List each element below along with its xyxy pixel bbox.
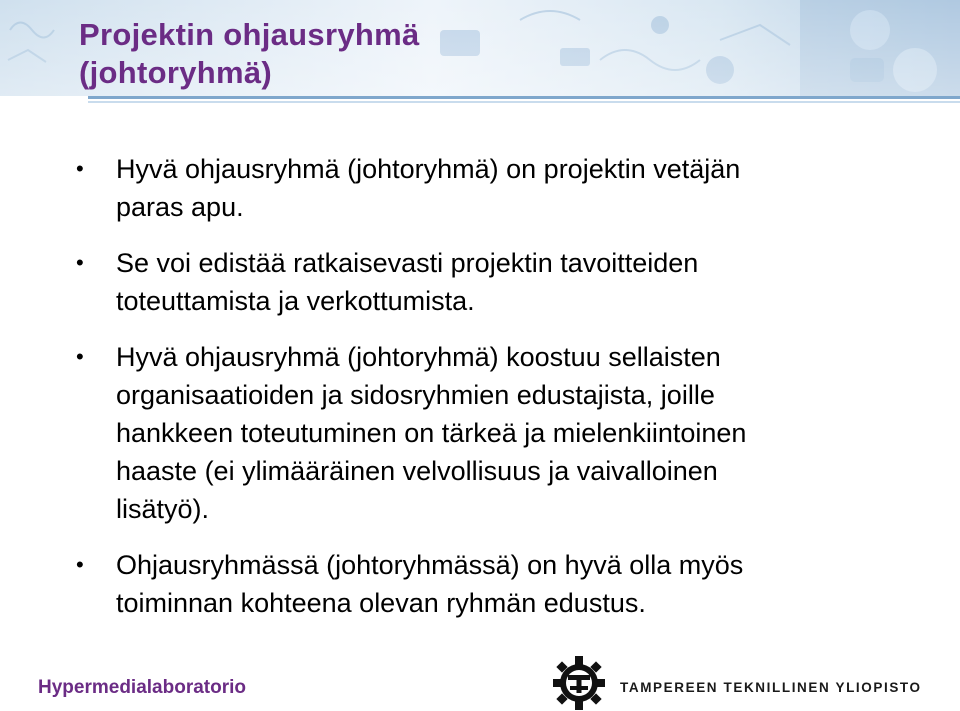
bullet-text-line: Hyvä ohjausryhmä (johtoryhmä) koostuu sellaisten	[116, 342, 721, 372]
bullet-text-line: paras apu.	[116, 192, 244, 222]
bullet-icon: •	[76, 250, 84, 275]
bullet-text-line: toiminnan kohteena olevan ryhmän edustus.	[116, 588, 646, 618]
bullet-text-line: Hyvä ohjausryhmä (johtoryhmä) on projektin vetäjän	[116, 154, 741, 184]
bullet-text-line: lisätyö).	[116, 494, 210, 524]
university-name: TAMPEREEN TEKNILLINEN YLIOPISTO	[620, 680, 922, 695]
bullet-item	[74, 546, 894, 622]
bullet-text-line: Ohjausryhmässä (johtoryhmässä) on hyvä olla myös	[116, 550, 744, 580]
bullet-item	[74, 244, 894, 320]
bullet-icon: •	[76, 156, 84, 181]
bullet-text-line: toteuttamista ja verkottumista.	[116, 286, 475, 316]
bullet-text-line: Se voi edistää ratkaisevasti projektin tavoitteiden	[116, 248, 699, 278]
bullet-text-line: hankkeen toteutuminen on tärkeä ja mielenkiintoinen	[116, 418, 747, 448]
bullet-item	[74, 150, 894, 226]
slide-title	[79, 16, 420, 92]
bullet-list	[74, 150, 894, 622]
footer-lab-name: Hypermedialaboratorio	[38, 677, 246, 698]
bullet-text-line: haaste (ei ylimääräinen velvollisuus ja vaivalloinen	[116, 456, 718, 486]
header-banner	[0, 0, 960, 108]
slide-title-line: (johtoryhmä)	[79, 55, 273, 90]
bullet-icon: •	[76, 344, 84, 369]
bullet-item	[74, 338, 894, 528]
bullet-icon: •	[76, 552, 84, 577]
slide-title-line: Projektin ohjausryhmä	[79, 17, 420, 52]
bullet-text-line: organisaatioiden ja sidosryhmien edustajista, joille	[116, 380, 715, 410]
gear-logo-icon	[548, 655, 610, 711]
